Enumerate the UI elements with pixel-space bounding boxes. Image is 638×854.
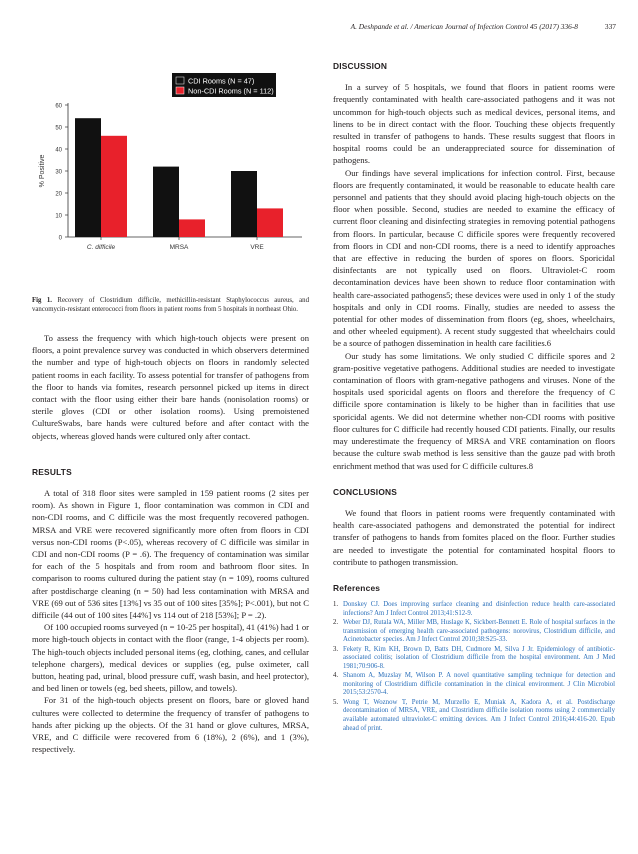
bar-non-cdi-mrsa <box>179 219 205 237</box>
legend-swatch <box>176 77 184 84</box>
running-header <box>0 20 638 34</box>
results-heading: RESULTS <box>32 466 72 477</box>
reference-number: 3. <box>333 645 339 653</box>
conclusions-heading: CONCLUSIONS <box>333 486 398 497</box>
legend-label: Non-CDI Rooms (N = 112) <box>188 86 274 96</box>
right-column <box>333 60 615 734</box>
running-title: A. Deshpande et al. / American Journal of Infection Control 45 (2017) 336-8 <box>350 22 578 31</box>
results-paragraph-3: For 31 of the high-touch objects present on floors, bare or gloved hand cultures were collected to determine the frequency of transfer of pathogens to hands after picking up the objects. Of the 31 hand or glove cultures, MRSA, VRE, and C difficile were recovered from 6 (18%), 2 (6%), and 1 (3%), respectively. <box>32 695 309 755</box>
bar-non-cdi-vre <box>257 208 283 237</box>
reference-text[interactable]: Fekety R, Kim KH, Brown D, Batts DH, Cudmore M, Silva J Jr. Epidemiology of antibiotic-associated colitis; isolation of Clostridium difficile from the hospital environment. Am J Med 1981;70:906-8. <box>343 645 615 670</box>
y-tick-label: 60 <box>55 103 62 110</box>
reference-number: 5. <box>333 698 339 706</box>
reference-number: 2. <box>333 619 339 627</box>
left-column <box>32 300 309 756</box>
conclusions-paragraph: We found that floors in patient rooms were frequently contaminated with health care-associated pathogens and demonstrated the potential for indirect transfer of pathogens to hands from fomites placed on the floor. Further studies are needed to investigate the potential for contaminated hospital floors to contribute to pathogen transmission. <box>333 507 615 567</box>
references-heading: References <box>333 582 381 593</box>
discussion-heading: DISCUSSION <box>333 61 388 71</box>
reference-text[interactable]: Weber DJ, Rutala WA, Miller MB, Huslage K, Sickbert-Bennett E. Role of hospital surfaces in the transmission of emerging health care-associated pathogens: norovirus, Clostridium difficile, and Acinetobacter species. Am J Infect Control 2010;38:S25-33. <box>343 619 615 644</box>
bar-non-cdi-cdifficile <box>101 136 127 237</box>
discussion-paragraph-3: Our study has some limitations. We only studied C difficile spores and 2 gram-positive vegetative pathogens. Additional studies are needed to investigate contamination of floors with gram-negative pathogens and viruses. None of the hospitals used sporicidal agents on floors and therefore the frequency of C difficile spore contamination is likely to be higher than in facilities that use sporicidal agents. We did not determine whether non-CDI rooms with positive floor cultures for C difficile had recently housed CDI patients. Finally, our results may underestimate the frequency of MRSA and VRE contamination on floors because the culture swab method is less sensitive than the gauze pad with broth enrichment method that was used for C difficile cultures.8 <box>333 350 615 471</box>
y-tick-label: 0 <box>58 235 62 242</box>
reference-text[interactable]: Wong T, Woznow T, Petrie M, Murzello E, Muniak A, Kadora A, et al. Postdischarge decontamination of MRSA, VRE, and Clostridium difficile isolation rooms using 2 commercially available automated ultraviolet-C emitting devices. Am J Infect Control 2016;44:416-20. Epub ahead of print. <box>343 698 615 732</box>
bar-cdi-vre <box>231 171 257 237</box>
methods-paragraph: To assess the frequency with which high-touch objects were present on floors, a point prevalence survey was conducted in which observers determined the number and type of high-touch objects on floors in randomly selected patient rooms in each facility. To assess potential for transfer of pathogens from the floor to hands via fomites, research personnel picked up items in direct contact with the floor using either their bare hands (nonisolation rooms) or sterile gloves (CDI or other isolation rooms). Using premoistened CultureSwabs, bare hands were cultured before and after contact with the objects, whereas gloved hands were cultured only after contact. <box>32 333 309 441</box>
x-tick-label: MRSA <box>169 244 189 251</box>
discussion-paragraph-2: Our findings have several implications for infection control. First, because floors are frequently contaminated, it would be reasonable to educate health care personnel and patients that they should avoid placing high-touch objects on the floor when possible. Second, studies are needed to examine the efficacy of current floor cleaning and disinfecting strategies in removing potential pathogens from floors. In particular, because C difficile spores were frequently recovered from floors in CDI and non-CDI rooms, there is a need to identify approaches that are effective in reducing the burden of spores on floors. Sporicidal disinfectants are not typically used on floors. Ultraviolet-C room decontamination devices have been shown to reduce floor contamination with health care-associated pathogens5; these devices were used in only 1 of the study hospitals and only in CDI rooms. Finally, studies are needed to assess the potential for other modes of dissemination from floors (eg, shoes, wheelchairs, and other wheeled equipment). A recent study suggested that wheelchairs could be a source of pathogen dissemination in health care facilities.6 <box>333 167 615 349</box>
x-tick-label: VRE <box>250 244 264 251</box>
figure-1 <box>32 55 309 295</box>
caption-text: Recovery of Clostridium difficile, methicillin-resistant Staphylococcus aureus, and vancomycin-resistant enterococci from floors in patient rooms from 5 hospitals in northeast Ohio. <box>32 297 309 314</box>
x-tick-label: C. difficile <box>86 244 116 251</box>
results-paragraph-2: Of 100 occupied rooms surveyed (n = 10-25 per hospital), 41 (41%) had 1 or more high-touch objects in contact with the floor (range, 1-4 objects per room). The high-touch objects included personal items (eg, clothing, canes, and cellular telephone chargers), medical devices or supplies (eg, pulse oximeter, call button, heating pad, urinal, blood pressure cuff, wash basin, and heel protector), and bed linen or towels (eg, bed sheets, pillow, and towels). <box>32 622 309 694</box>
discussion-paragraph-1: In a survey of 5 hospitals, we found that floors in patient rooms were frequently contaminated with health care-associated pathogens and it was not uncommon for high-touch objects such as medical devices, personal items, and linens to be in direct contact with the floor. Touching these objects frequently resulted in transfer of pathogens to hands. These results suggest that floors in hospital rooms could be an underappreciated source for dissemination of pathogens. <box>333 82 615 166</box>
reference-number: 4. <box>333 672 339 680</box>
reference-text[interactable]: Shanom A, Muzslay M, Wilson P. A novel quantitative sampling technique for detection and monitoring of Clostridium difficile contamination in the clinical environment. J Clin Microbiol 2015;53:2570-4. <box>343 672 615 697</box>
bar-cdi-cdifficile <box>75 118 101 237</box>
reference-list <box>333 601 615 733</box>
reference-item <box>333 619 615 645</box>
y-tick-label: 50 <box>55 125 62 132</box>
bar-chart <box>32 55 309 295</box>
y-axis-label: % Positive <box>39 154 46 188</box>
y-tick-label: 10 <box>55 213 62 220</box>
legend-label: CDI Rooms (N = 47) <box>188 76 255 86</box>
bar-cdi-mrsa <box>153 167 179 237</box>
caption-label: Fig 1. <box>32 297 52 304</box>
reference-item <box>333 646 615 672</box>
reference-number: 1. <box>333 601 339 609</box>
reference-item <box>333 699 615 733</box>
y-tick-label: 20 <box>55 191 62 198</box>
y-tick-label: 30 <box>55 169 62 176</box>
reference-item <box>333 672 615 698</box>
page-number: 337 <box>604 22 616 31</box>
legend-swatch <box>176 87 184 94</box>
y-tick-label: 40 <box>55 147 62 154</box>
reference-item <box>333 601 615 618</box>
results-paragraph-1: A total of 318 floor sites were sampled in 159 patient rooms (2 sites per room). As shown in Figure 1, floor contamination was common in CDI and non-CDI rooms, and C difficile was the most frequently recovered pathogen. MRSA and VRE were recovered significantly more often from floors in CDI versus non-CDI rooms (P<.05), whereas recovery of C difficile was similar in CDI and non-CDI rooms (P = .6). The frequency of contamination was similar for each of the 5 hospitals and from room and bathroom floor sites. In comparison to rooms cultured during the patient stay (n = 109), rooms cultured after postdischarge cleaning (n = 50) had less contamination with MRSA and VRE (69 out of 536 sites [13%] vs 35 out of 100 sites [35%]; P<.001), but not C difficile (44 out of 100 sites [44%] vs 114 out of 218 [53%]; P = .2). <box>32 488 309 621</box>
reference-text[interactable]: Donskey CJ. Does improving surface cleaning and disinfection reduce health care-associated infections? Am J Infect Control 2013;41:S12-9. <box>343 601 615 617</box>
